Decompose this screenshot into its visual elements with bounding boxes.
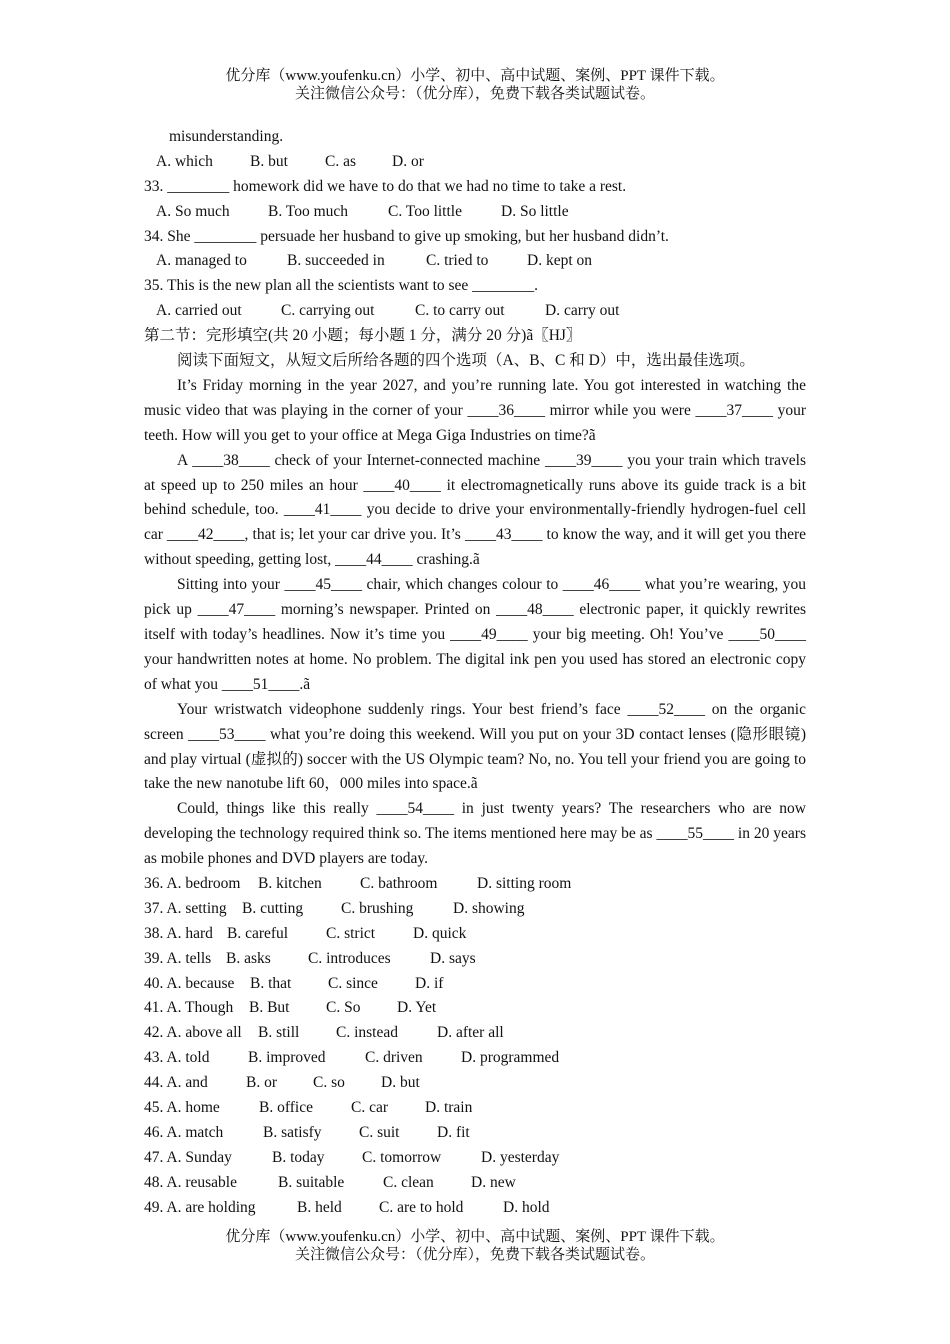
q32-option-a: A. which [156, 152, 213, 170]
cloze-question-row [144, 922, 806, 947]
cloze-option: C. So [326, 999, 361, 1017]
section-2-title: 第二节：完形填空(共 20 小题；每小题 1 分，满分 20 分)ã〖HJ〗 [144, 327, 582, 345]
cloze-question-row [144, 1196, 806, 1221]
cloze-option: C. tomorrow [362, 1148, 442, 1166]
q35-options [144, 299, 806, 324]
q34-option-c: C. tried to [426, 252, 489, 270]
passage-paragraph-1: It’s Friday morning in the year 2027, and you’re running late. You got interested in watching the music video that was playing in the corner of your ____36____ mirror while you were ____37____ your teeth. How will you get to your office at Mega Giga Industries on time?ã [144, 376, 806, 444]
passage-paragraph-4: Your wristwatch videophone suddenly rings. Your best friend’s face ____52____ on the organic screen ____53____ what you’re doing this weekend. Will you put on your 3D contact lenses (隐形眼镜) and play virtual (虚拟的) soccer with the US Olympic team? No, no. You tell your friend you are going to take the new nanotube lift 60，000 miles into space.ã [144, 700, 806, 793]
cloze-question-row [144, 1096, 806, 1121]
q32-option-c: C. as [325, 152, 356, 170]
cloze-option: C. are to hold [379, 1198, 464, 1216]
passage-paragraph-2: A ____38____ check of your Internet-connected machine ____39____ you your train which travels at speed up to 250 miles an hour ____40____ it electromagnetically runs above its guide track is a bit behind schedule, too. ____41____ you decide to drive your environmentally-friendly hydrogen-fuel cell car ____42____, that is; let your car drive you. It’s ____43____ to know the way, and it will get you there without speeding, getting lost, ____44____ crashing.ã [144, 451, 806, 569]
q34-stem: 34. She ________ persuade her husband to give up smoking, but her husband didn’t. [144, 227, 669, 245]
instruction-text: 阅读下面短文，从短文后所给各题的四个选项（A、B、C 和 D）中，选出最佳选项。 [177, 352, 755, 370]
cloze-option: C. introduces [308, 949, 391, 967]
q33-option-d: D. So little [501, 202, 569, 220]
cloze-option: D. if [415, 974, 444, 992]
cloze-option: D. yesterday [481, 1148, 560, 1166]
footer-line-2: 关注微信公众号：（优分库），免费下载各类试题试卷。 [294, 1247, 655, 1263]
cloze-option: D. programmed [461, 1049, 560, 1067]
cloze-option: 42. A. above all [144, 1024, 242, 1042]
cloze-option: 45. A. home [144, 1099, 220, 1117]
q33-option-c: C. Too little [388, 202, 462, 220]
cloze-option: B. satisfy [263, 1123, 322, 1141]
cloze-option: D. hold [503, 1198, 550, 1216]
q34-option-d: D. kept on [527, 252, 593, 270]
cloze-option: D. says [430, 949, 476, 967]
page-footer [0, 1228, 950, 1264]
q33-stem: 33. ________ homework did we have to do that we had no time to take a rest. [144, 177, 627, 195]
q33-option-b: B. Too much [268, 202, 349, 220]
page-header [0, 67, 950, 103]
cloze-question-row [144, 1121, 806, 1146]
cloze-option: 39. A. tells [144, 949, 212, 967]
cloze-option: D. train [425, 1099, 473, 1117]
q33-option-a: A. So much [156, 202, 230, 220]
cloze-option: B. kitchen [258, 875, 322, 893]
passage-paragraph-3: Sitting into your ____45____ chair, which changes colour to ____46____ what you’re wearing, you pick up ____47____ morning’s newspaper. Printed on ____48____ electronic paper, it quickly rewrites itself with today’s headlines. Now it’s time you ____49____ your big meeting. Oh! You’ve ____50____ your handwritten notes at home. No problem. The digital ink pen you used has stored an electronic copy of what you ____51____.ã [144, 576, 806, 693]
cloze-option: 49. A. are holding [144, 1198, 256, 1216]
cloze-option: D. new [471, 1173, 516, 1191]
cloze-question-row [144, 996, 806, 1021]
cloze-option: 40. A. because [144, 974, 235, 992]
carry-over-text: misunderstanding. [169, 128, 284, 145]
q34-options [144, 249, 806, 274]
exam-content [144, 125, 806, 1221]
cloze-option: 47. A. Sunday [144, 1148, 232, 1166]
footer-line-1: 优分库（www.youfenku.cn）小学、初中、高中试题、案例、PPT 课件下载。 [225, 1229, 725, 1245]
cloze-question-row [144, 1021, 806, 1046]
cloze-option: C. clean [383, 1173, 434, 1191]
cloze-option: B. still [258, 1024, 300, 1042]
cloze-option: B. But [249, 999, 290, 1017]
cloze-option: B. office [259, 1099, 313, 1117]
cloze-option: B. that [250, 974, 292, 992]
cloze-option: 48. A. reusable [144, 1173, 237, 1191]
cloze-option: C. bathroom [360, 875, 438, 893]
q35-option-c: C. to carry out [415, 302, 505, 320]
cloze-option: C. strict [326, 924, 376, 942]
cloze-question-row [144, 972, 806, 997]
cloze-question-row [144, 1146, 806, 1171]
cloze-option: 44. A. and [144, 1074, 208, 1092]
cloze-option: C. since [328, 974, 378, 992]
cloze-option: B. careful [227, 924, 289, 942]
cloze-option: B. suitable [278, 1173, 345, 1191]
cloze-option: C. so [313, 1074, 345, 1092]
q35-option-b: C. carrying out [281, 302, 375, 320]
cloze-option: D. after all [437, 1024, 504, 1042]
q32-options [144, 150, 806, 175]
cloze-option: 46. A. match [144, 1123, 224, 1141]
cloze-option: B. or [246, 1074, 277, 1092]
cloze-option: D. but [381, 1074, 420, 1092]
q32-option-d: D. or [392, 152, 424, 170]
cloze-option: C. car [351, 1099, 389, 1117]
cloze-option: C. suit [359, 1123, 400, 1141]
cloze-question-row [144, 1171, 806, 1196]
cloze-option: D. sitting room [477, 875, 572, 893]
cloze-question-row [144, 897, 806, 922]
q35-option-d: D. carry out [545, 302, 620, 320]
cloze-option: 41. A. Though [144, 999, 234, 1017]
cloze-question-row [144, 872, 806, 897]
q35-stem: 35. This is the new plan all the scientists want to see ________. [144, 277, 539, 295]
header-line-1: 优分库（www.youfenku.cn）小学、初中、高中试题、案例、PPT 课件下载。 [225, 68, 725, 84]
cloze-question-row [144, 1071, 806, 1096]
cloze-option: C. brushing [341, 899, 414, 917]
cloze-option: B. asks [226, 949, 271, 967]
cloze-option: 37. A. setting [144, 899, 227, 917]
q34-option-a: A. managed to [156, 252, 247, 270]
cloze-option: 43. A. told [144, 1049, 210, 1067]
cloze-option: D. fit [437, 1123, 470, 1141]
cloze-option: 38. A. hard [144, 924, 213, 942]
cloze-question-list [144, 872, 806, 1220]
cloze-option: C. driven [365, 1049, 423, 1067]
cloze-option: D. quick [413, 924, 467, 942]
cloze-option: D. showing [453, 899, 525, 917]
cloze-option: B. improved [248, 1049, 326, 1067]
q34-option-b: B. succeeded in [287, 252, 385, 270]
cloze-option: D. Yet [397, 999, 437, 1017]
cloze-option: 36. A. bedroom [144, 875, 241, 893]
q32-option-b: B. but [250, 152, 288, 170]
q33-options [144, 200, 806, 225]
q35-option-a: A. carried out [156, 302, 242, 320]
cloze-question-row [144, 1046, 806, 1071]
header-line-2: 关注微信公众号：（优分库），免费下载各类试题试卷。 [294, 86, 655, 102]
cloze-option: C. instead [336, 1024, 398, 1042]
cloze-option: B. held [297, 1198, 342, 1216]
cloze-option: B. cutting [242, 899, 304, 917]
cloze-question-row [144, 947, 806, 972]
cloze-option: B. today [272, 1148, 325, 1166]
passage-paragraph-5: Could, things like this really ____54____ in just twenty years? The researchers who are now developing the technology required think so. The items mentioned here may be as ____55____ in 20 years as mobile phones and DVD players are today. [144, 800, 806, 868]
